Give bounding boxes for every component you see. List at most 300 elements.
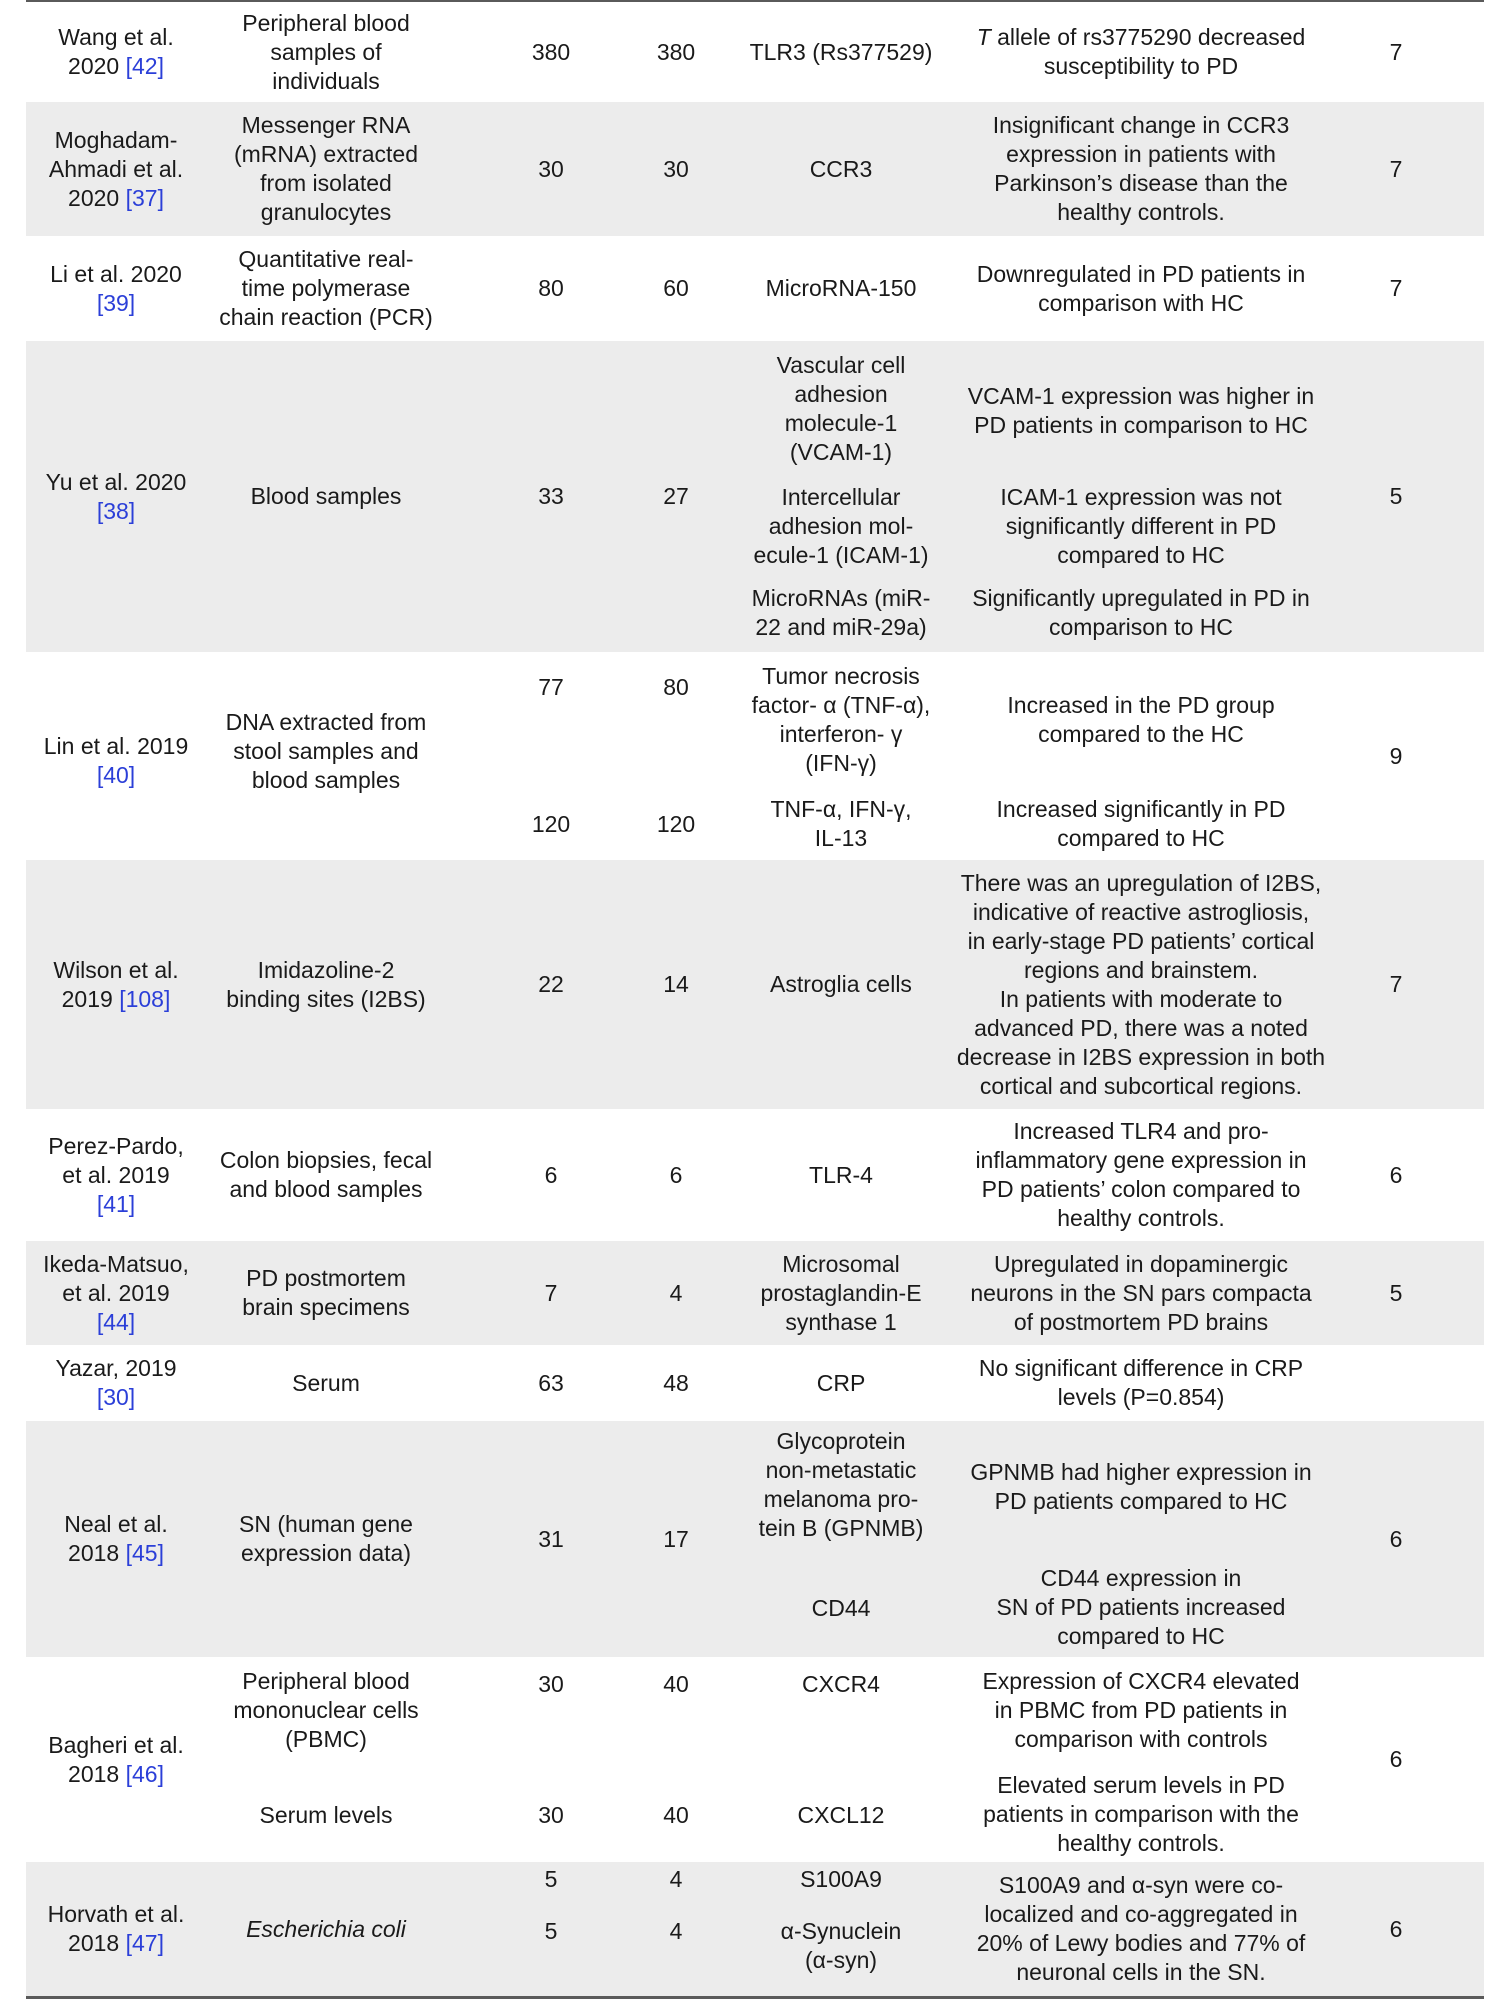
quality-score: 6 [1389,1915,1403,1942]
result-text: Downregulated in PD patients in [976,260,1306,287]
marker-subcell [726,1669,956,1699]
reference-link[interactable]: [39] [96,289,136,316]
hc-count: 4 [669,1279,683,1306]
table-row-yazar-2019 [26,1345,1484,1421]
result-text: comparison to HC [1048,614,1234,640]
pd-count: 22 [538,971,564,997]
result-text: comparison with HC [1038,289,1244,316]
hc-count: 120 [656,810,696,837]
pd-count: 63 [538,1369,564,1396]
result-text: advanced PD, there was a noted [974,1014,1308,1041]
reference-link[interactable]: [47] [125,1930,164,1956]
hc-count: 17 [663,1525,689,1552]
result-text: inflammatory gene expression in [975,1147,1307,1173]
study-cell [26,1862,206,1996]
result-text: Insignificant change in CCR3 [992,112,1290,138]
sample-text: Blood samples [250,483,402,509]
result-cell [956,1421,1326,1657]
sample-text: brain specimens [242,1294,410,1320]
table-row-wilson-2019 [26,860,1484,1109]
result-subcell [956,1562,1326,1652]
marker-text: Vascular cell [776,352,906,378]
pd-count-cell [481,1657,621,1862]
sample-text: DNA extracted from [225,708,427,735]
quality-score: 5 [1389,483,1403,509]
study-cell [26,1241,206,1345]
study-year: 2018 [68,1540,126,1566]
hc-count: 14 [663,971,689,997]
result-text: neuronal cells in the SN. [1016,1959,1266,1985]
result-cell [956,1109,1326,1241]
quality-score: 6 [1389,1161,1403,1188]
result-text: SN of PD patients increased [996,1593,1286,1620]
table-row-ikeda-matsuo-2019 [26,1241,1484,1345]
quality-score: 7 [1389,275,1403,301]
hc-count-cell [606,652,746,860]
pd-count-cell [481,2,621,102]
study-cell [26,236,206,341]
pd-count-cell [481,1241,621,1345]
hc-count-cell [606,1241,746,1345]
quality-score-cell [1356,1862,1436,1996]
marker-text: α-Synuclein [780,1918,902,1944]
hc-count: 380 [656,38,696,65]
table-row-moghadam-ahmadi-2020 [26,102,1484,236]
result-text: regions and brainstem. [1024,956,1258,983]
result-text: GPNMB had higher expression in [970,1459,1312,1485]
result-text: significantly different in PD [1005,512,1277,539]
study-name: Moghadam- [54,126,178,153]
allele-italic: T [976,24,991,50]
marker-text: melanoma pro- [763,1486,919,1512]
result-subcell [956,583,1326,643]
pd-count: 30 [538,1801,564,1828]
marker-text: IL-13 [814,825,868,851]
pd-count-cell [481,236,621,341]
marker-text: (VCAM-1) [789,439,893,465]
result-text: compared to HC [1057,541,1225,568]
study-name: Li et al. 2020 [50,260,182,287]
pd-count-cell [481,341,621,652]
marker-subcell [726,1864,956,1894]
study-name: Bagheri et al. [48,1731,184,1758]
marker-text: Tumor necrosis [762,663,920,689]
marker-subcell [726,349,956,469]
study-cell [26,102,206,236]
result-text: patients in comparison with the [983,1800,1299,1827]
sample-cell [206,1345,446,1421]
result-subcell [956,794,1326,854]
sample-subcell [206,1665,446,1755]
result-text: allele of rs3775290 decreased [990,24,1306,50]
result-cell [956,1657,1326,1862]
marker-text: adhesion mol- [768,512,914,539]
marker-text: Astroglia cells [770,971,912,997]
result-subcell [956,1665,1326,1755]
marker-text: (IFN-γ) [805,750,877,776]
quality-score-cell [1356,2,1436,102]
marker-text: Intercellular [781,483,901,510]
study-name: Yazar, 2019 [55,1355,177,1381]
result-text: compared to HC [1057,825,1225,851]
pd-count: 5 [544,1865,558,1892]
sample-text: mononuclear cells [233,1696,419,1723]
marker-subcell [726,794,956,854]
hc-count-cell [606,1345,746,1421]
marker-cell [726,236,956,341]
marker-text: MicroRNA-150 [765,275,917,301]
result-text: PD patients compared to HC [994,1488,1288,1514]
marker-text: 22 and miR-29a) [755,614,927,640]
result-text: localized and co-aggregated in [984,1901,1298,1927]
quality-score: 7 [1389,38,1403,65]
study-cell [26,860,206,1109]
result-text: decrease in I2BS expression in both [956,1043,1326,1070]
result-subcell [956,381,1326,441]
result-text: indicative of reactive astrogliosis, [972,898,1310,925]
pd-count-cell [481,860,621,1109]
sample-text: stool samples and [233,737,419,764]
marker-text: synthase 1 [785,1308,897,1335]
result-text: comparison with controls [1014,1725,1268,1752]
hc-count-cell [606,1421,746,1657]
sample-text: PD postmortem [246,1265,406,1291]
reference-link[interactable]: [38] [96,497,136,524]
study-year: 2018 [68,1930,126,1956]
quality-score-cell [1356,1241,1436,1345]
result-text: healthy controls. [1057,1205,1225,1231]
quality-score: 5 [1389,1279,1403,1306]
sample-text: Messenger RNA [241,112,411,138]
sample-text: (PBMC) [285,1725,367,1752]
sample-cell [206,860,446,1109]
reference-link[interactable]: [41] [96,1190,136,1217]
result-cell [956,341,1326,652]
marker-subcell [726,481,956,571]
study-name: Wilson et al. [53,956,179,983]
sample-cell [206,1109,446,1241]
result-text: in early-stage PD patients’ cortical [967,927,1315,954]
quality-score-cell [1356,1345,1436,1421]
reference-link[interactable]: [44] [96,1308,136,1335]
marker-text: ecule-1 (ICAM-1) [753,541,929,568]
result-text: susceptibility to PD [1043,53,1239,79]
result-subcell [956,1769,1326,1859]
study-name: Lin et al. 2019 [43,733,189,759]
table-row-neal-2018 [26,1421,1484,1657]
quality-score: 9 [1389,742,1403,769]
pd-count: 7 [544,1279,558,1306]
hc-count: 30 [663,155,689,182]
result-subcell [956,1457,1326,1517]
marker-cell [726,1109,956,1241]
quality-score: 6 [1389,1525,1403,1552]
hc-count-cell [606,2,746,102]
pd-count-cell [481,1862,621,1996]
result-text: Elevated serum levels in PD [997,1771,1285,1798]
organism-italic: Escherichia coli [246,1915,406,1942]
result-cell [956,652,1326,860]
hc-count-cell [606,341,746,652]
result-text: expression in patients with [1006,141,1276,167]
result-text: 20% of Lewy bodies and 77% of [976,1930,1306,1956]
marker-text: TLR-4 [809,1161,873,1188]
result-text: Increased significantly in PD [996,796,1286,822]
marker-text: molecule-1 [784,410,898,436]
result-text: compared to HC [1057,1622,1225,1649]
study-year: et al. 2019 [62,1279,170,1306]
pd-count-cell [481,102,621,236]
pd-count: 5 [544,1917,558,1944]
sample-cell [206,1657,446,1862]
result-cell [956,860,1326,1109]
result-text: healthy controls. [1057,199,1225,225]
marker-subcell [726,1800,956,1830]
result-cell [956,1862,1326,1996]
study-year: 2019 [61,985,120,1012]
hc-count: 60 [663,275,689,301]
quality-score: 7 [1389,155,1403,182]
pd-count-cell [481,1421,621,1657]
sample-cell [206,1862,446,1996]
marker-text: CD44 [811,1594,871,1621]
marker-text: TNF-α, IFN-γ, [770,796,912,822]
result-text: Increased TLR4 and pro- [1013,1118,1269,1144]
sample-text: binding sites (I2BS) [226,985,426,1012]
sample-text: Serum [292,1369,360,1396]
sample-text: Peripheral blood [242,9,410,36]
result-text: Expression of CXCR4 elevated [982,1667,1300,1694]
study-cell [26,1657,206,1862]
pd-count: 120 [531,810,571,837]
table-row-wang-2020 [26,2,1484,102]
sample-subcell [206,1800,446,1830]
pd-count: 31 [538,1525,564,1552]
marker-subcell [726,660,956,780]
sample-cell [206,2,446,102]
sample-text: and blood samples [229,1176,423,1202]
study-cell [26,1421,206,1657]
result-text: PD patients’ colon compared to [981,1176,1301,1202]
result-text: In patients with moderate to [999,985,1283,1012]
marker-subcell [726,1916,956,1976]
table-row-perez-pardo-2019 [26,1109,1484,1241]
table-row-yu-2020 [26,341,1484,652]
study-name: Ahmadi et al. [48,155,184,182]
quality-score-cell [1356,1421,1436,1657]
sample-text: individuals [272,67,380,94]
study-name: Yu et al. 2020 [45,468,187,495]
sample-text: expression data) [240,1540,412,1566]
marker-cell [726,860,956,1109]
result-subcell [956,481,1326,571]
result-text: Significantly upregulated in PD in [972,585,1310,611]
pd-count: 30 [538,1670,564,1697]
quality-score-cell [1356,1109,1436,1241]
studies-table [26,0,1484,2000]
marker-cell [726,1421,956,1657]
study-year: 2018 [68,1760,126,1787]
sample-cell [206,341,446,652]
table-row-lin-2019 [26,652,1484,860]
study-cell [26,341,206,652]
sample-cell [206,102,446,236]
pd-count: 80 [538,275,564,301]
sample-text: Serum levels [259,1801,393,1828]
marker-text: (α-syn) [804,1947,878,1973]
pd-count: 380 [531,38,571,65]
result-text: of postmortem PD brains [1013,1308,1269,1335]
table-row-bagheri-2018 [26,1657,1484,1862]
hc-count: 80 [663,673,689,700]
hc-count: 4 [669,1865,683,1892]
result-text: S100A9 and α-syn were co- [998,1872,1284,1898]
result-cell [956,102,1326,236]
sample-text: (mRNA) extracted [233,141,419,167]
marker-text: TLR3 (Rs377529) [749,38,933,65]
sample-text: chain reaction (PCR) [219,304,433,330]
study-cell [26,2,206,102]
study-year: 2020 [68,53,126,79]
marker-text: MicroRNAs (miR- [751,585,931,611]
hc-count: 6 [669,1161,683,1188]
sample-text: Imidazoline-2 [257,956,395,983]
sample-text: samples of [270,38,382,65]
marker-cell [726,341,956,652]
pd-count-cell [481,652,621,860]
hc-count-cell [606,236,746,341]
study-cell [26,1345,206,1421]
study-name: Horvath et al. [47,1901,185,1927]
study-year: et al. 2019 [62,1161,170,1188]
study-cell [26,1109,206,1241]
marker-cell [726,652,956,860]
table-row-li-2020 [26,236,1484,341]
hc-count: 48 [663,1369,689,1396]
study-name: Wang et al. [58,24,174,50]
marker-cell [726,1862,956,1996]
result-text: ICAM-1 expression was not [1000,483,1282,510]
marker-text: CRP [816,1369,866,1396]
pd-count: 6 [544,1161,558,1188]
marker-text: S100A9 [800,1865,882,1892]
sample-cell [206,652,446,860]
result-text: levels (P=0.854) [1057,1384,1225,1410]
marker-text: CXCR4 [802,1670,880,1697]
study-name: Ikeda-Matsuo, [43,1250,189,1277]
pd-count: 30 [538,155,564,182]
hc-count-cell [606,102,746,236]
result-cell [956,236,1326,341]
reference-link[interactable]: [46] [125,1760,164,1787]
quality-score-cell [1356,102,1436,236]
result-text: in PBMC from PD patients in [994,1696,1288,1723]
result-text: neurons in the SN pars compacta [970,1279,1312,1306]
result-text: compared to the HC [1038,721,1244,747]
reference-link[interactable]: [37] [125,184,164,211]
sample-text: granulocytes [260,199,392,225]
marker-text: factor- α (TNF-α), [751,692,931,718]
result-text: There was an upregulation of I2BS, [960,869,1322,896]
quality-score-cell [1356,860,1436,1109]
hc-count-cell [606,860,746,1109]
result-text: Parkinson’s disease than the [994,170,1288,196]
marker-text: interferon- γ [779,721,903,747]
pd-count-cell [481,1345,621,1421]
reference-link[interactable]: [40] [96,762,136,788]
quality-score: 7 [1389,971,1403,997]
quality-score-cell [1356,1657,1436,1862]
reference-link[interactable]: [30] [96,1384,136,1410]
study-year: 2020 [68,184,126,211]
marker-text: adhesion [794,381,888,407]
study-cell [26,652,206,860]
result-subcell [956,690,1326,750]
marker-text: Glycoprotein [776,1428,906,1454]
marker-text: prostaglandin-E [760,1279,922,1306]
result-text: No significant difference in CRP [978,1355,1304,1381]
marker-cell [726,2,956,102]
quality-score: 6 [1389,1746,1403,1772]
sample-text: SN (human gene [239,1511,413,1537]
result-text: cortical and subcortical regions. [979,1072,1303,1099]
marker-cell [726,1241,956,1345]
result-cell [956,2,1326,102]
reference-link[interactable]: [42] [125,53,164,79]
quality-score-cell [1356,341,1436,652]
marker-cell [726,1657,956,1862]
result-text: healthy controls. [1057,1829,1225,1856]
pd-count: 33 [538,483,564,509]
table-bottom-rule [26,1996,1484,1999]
hc-count: 27 [663,483,689,509]
result-text: PD patients in comparison to HC [974,412,1308,438]
study-name: Perez-Pardo, [48,1132,184,1159]
study-name: Neal et al. [64,1511,168,1537]
table-row-horvath-2018 [26,1862,1484,1996]
marker-text: tein B (GPNMB) [758,1515,924,1541]
hc-count-cell [606,1109,746,1241]
result-text: CD44 expression in [1040,1564,1242,1591]
hc-count-cell [606,1862,746,1996]
reference-link[interactable]: [45] [125,1540,164,1566]
sample-text: time polymerase [241,275,411,301]
marker-subcell [726,1593,956,1623]
hc-count: 40 [663,1670,689,1697]
sample-cell [206,236,446,341]
quality-score-cell [1356,236,1436,341]
marker-text: non-metastatic [765,1457,917,1483]
marker-text: CCR3 [809,155,873,182]
sample-cell [206,1421,446,1657]
marker-subcell [726,583,956,643]
result-cell [956,1241,1326,1345]
result-text: Increased in the PD group [1007,692,1275,718]
quality-score-cell [1356,652,1436,860]
sample-text: Peripheral blood [242,1667,410,1694]
sample-text: Quantitative real- [238,246,414,272]
marker-text: Microsomal [782,1250,900,1277]
sample-text: from isolated [260,170,392,196]
reference-link[interactable]: [108] [119,985,171,1012]
hc-count: 40 [663,1801,689,1828]
marker-cell [726,102,956,236]
sample-text: Colon biopsies, fecal [219,1147,433,1173]
hc-count: 4 [669,1917,683,1944]
result-text: Upregulated in dopaminergic [993,1250,1289,1277]
pd-count-cell [481,1109,621,1241]
sample-cell [206,1241,446,1345]
